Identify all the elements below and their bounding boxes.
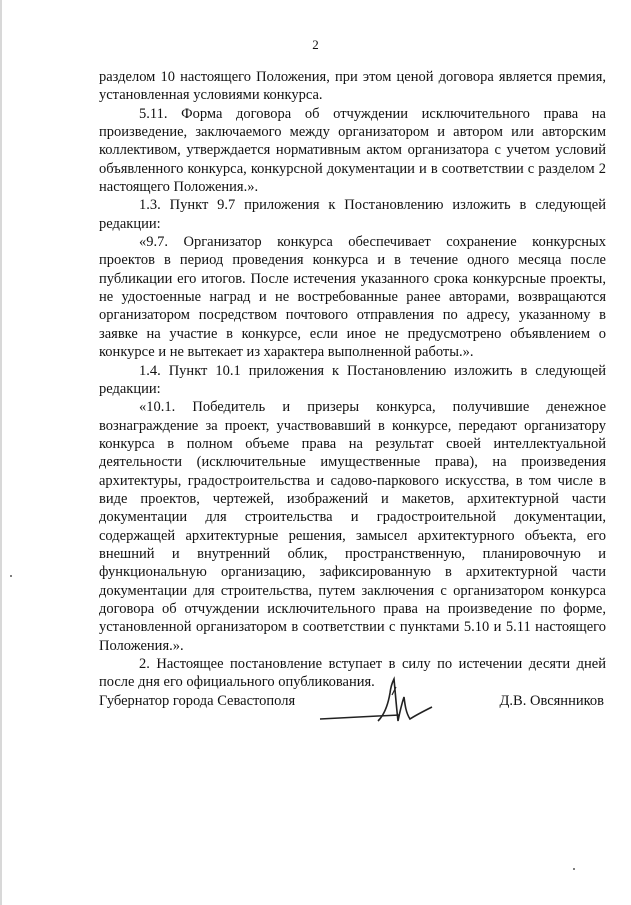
- paragraph-continuation: разделом 10 настоящего Положения, при этом ценой договора является премия, установленная условиями конкурса.: [99, 69, 606, 104]
- paragraph-9-7: «9.7. Организатор конкурса обеспечивает сохранение конкурсных проектов в период проведения конкурса и в течение одного месяца после публикации его итогов. После истечения указанного срока конкурсные проекты, не удостоенные наград и не востребованные ранее авторами, возвращаются организатором посредством почтового отправления по адресу, указанному в заявке на участие в конкурсе, если иное не предусмотрено объявлением о конкурсе и не вытекает из характера выполненной работы.».: [99, 234, 606, 361]
- signatory-title: Губернатор города Севастополя: [99, 693, 296, 709]
- paragraph-2: 2. Настоящее постановление вступает в силу по истечении десяти дней после дня его официального опубликования.: [99, 656, 606, 691]
- paragraph-5-11: 5.11. Форма договора об отчуждении исключительного права на произведение, заключаемого между организатором и автором или авторским коллективом, утверждается нормативным актом организатора с учетом условий объявленного конкурса, конкурсной документации и в соответствии с разделом 2 настоящего Положения.».: [99, 105, 606, 196]
- signatory-name: Д.В. Овсянников: [499, 693, 604, 709]
- scan-speck: [10, 575, 12, 577]
- paragraph-1-4: 1.4. Пункт 10.1 приложения к Постановлению изложить в следующей редакции:: [99, 362, 606, 397]
- document-body: [99, 68, 606, 692]
- page-number: 2: [312, 37, 319, 52]
- handwritten-signature: [318, 675, 438, 735]
- page-left-edge: [0, 0, 2, 905]
- paragraph-10-1: «10.1. Победитель и призеры конкурса, получившие денежное вознаграждение за проект, участвовавший в конкурсе, передают организатору конкурса в полном объеме права на результат своей интеллектуальной деятельности (исключительные имущественные права), на произведения архитектуры, градостроительства и садово-паркового искусства, в том числе в виде проектов, чертежей, изображений и макетов, архитектурной части документации для строительства и градостроительной документации, содержащей архитектурные решения, замысел архитектурного объекта, его внешний и внутренний облик, пространственную, планировочную и функциональную организацию, зафиксированную в архитектурной части документации для строительства, путем заключения с организатором конкурса договора об отчуждении исключительного права на произведение по форме, установленной организатором в соответствии с пунктами 5.10 и 5.11 настоящего Положения.».: [99, 399, 606, 654]
- scan-speck: [573, 868, 575, 870]
- paragraph-1-3: 1.3. Пункт 9.7 приложения к Постановлению изложить в следующей редакции:: [99, 197, 606, 232]
